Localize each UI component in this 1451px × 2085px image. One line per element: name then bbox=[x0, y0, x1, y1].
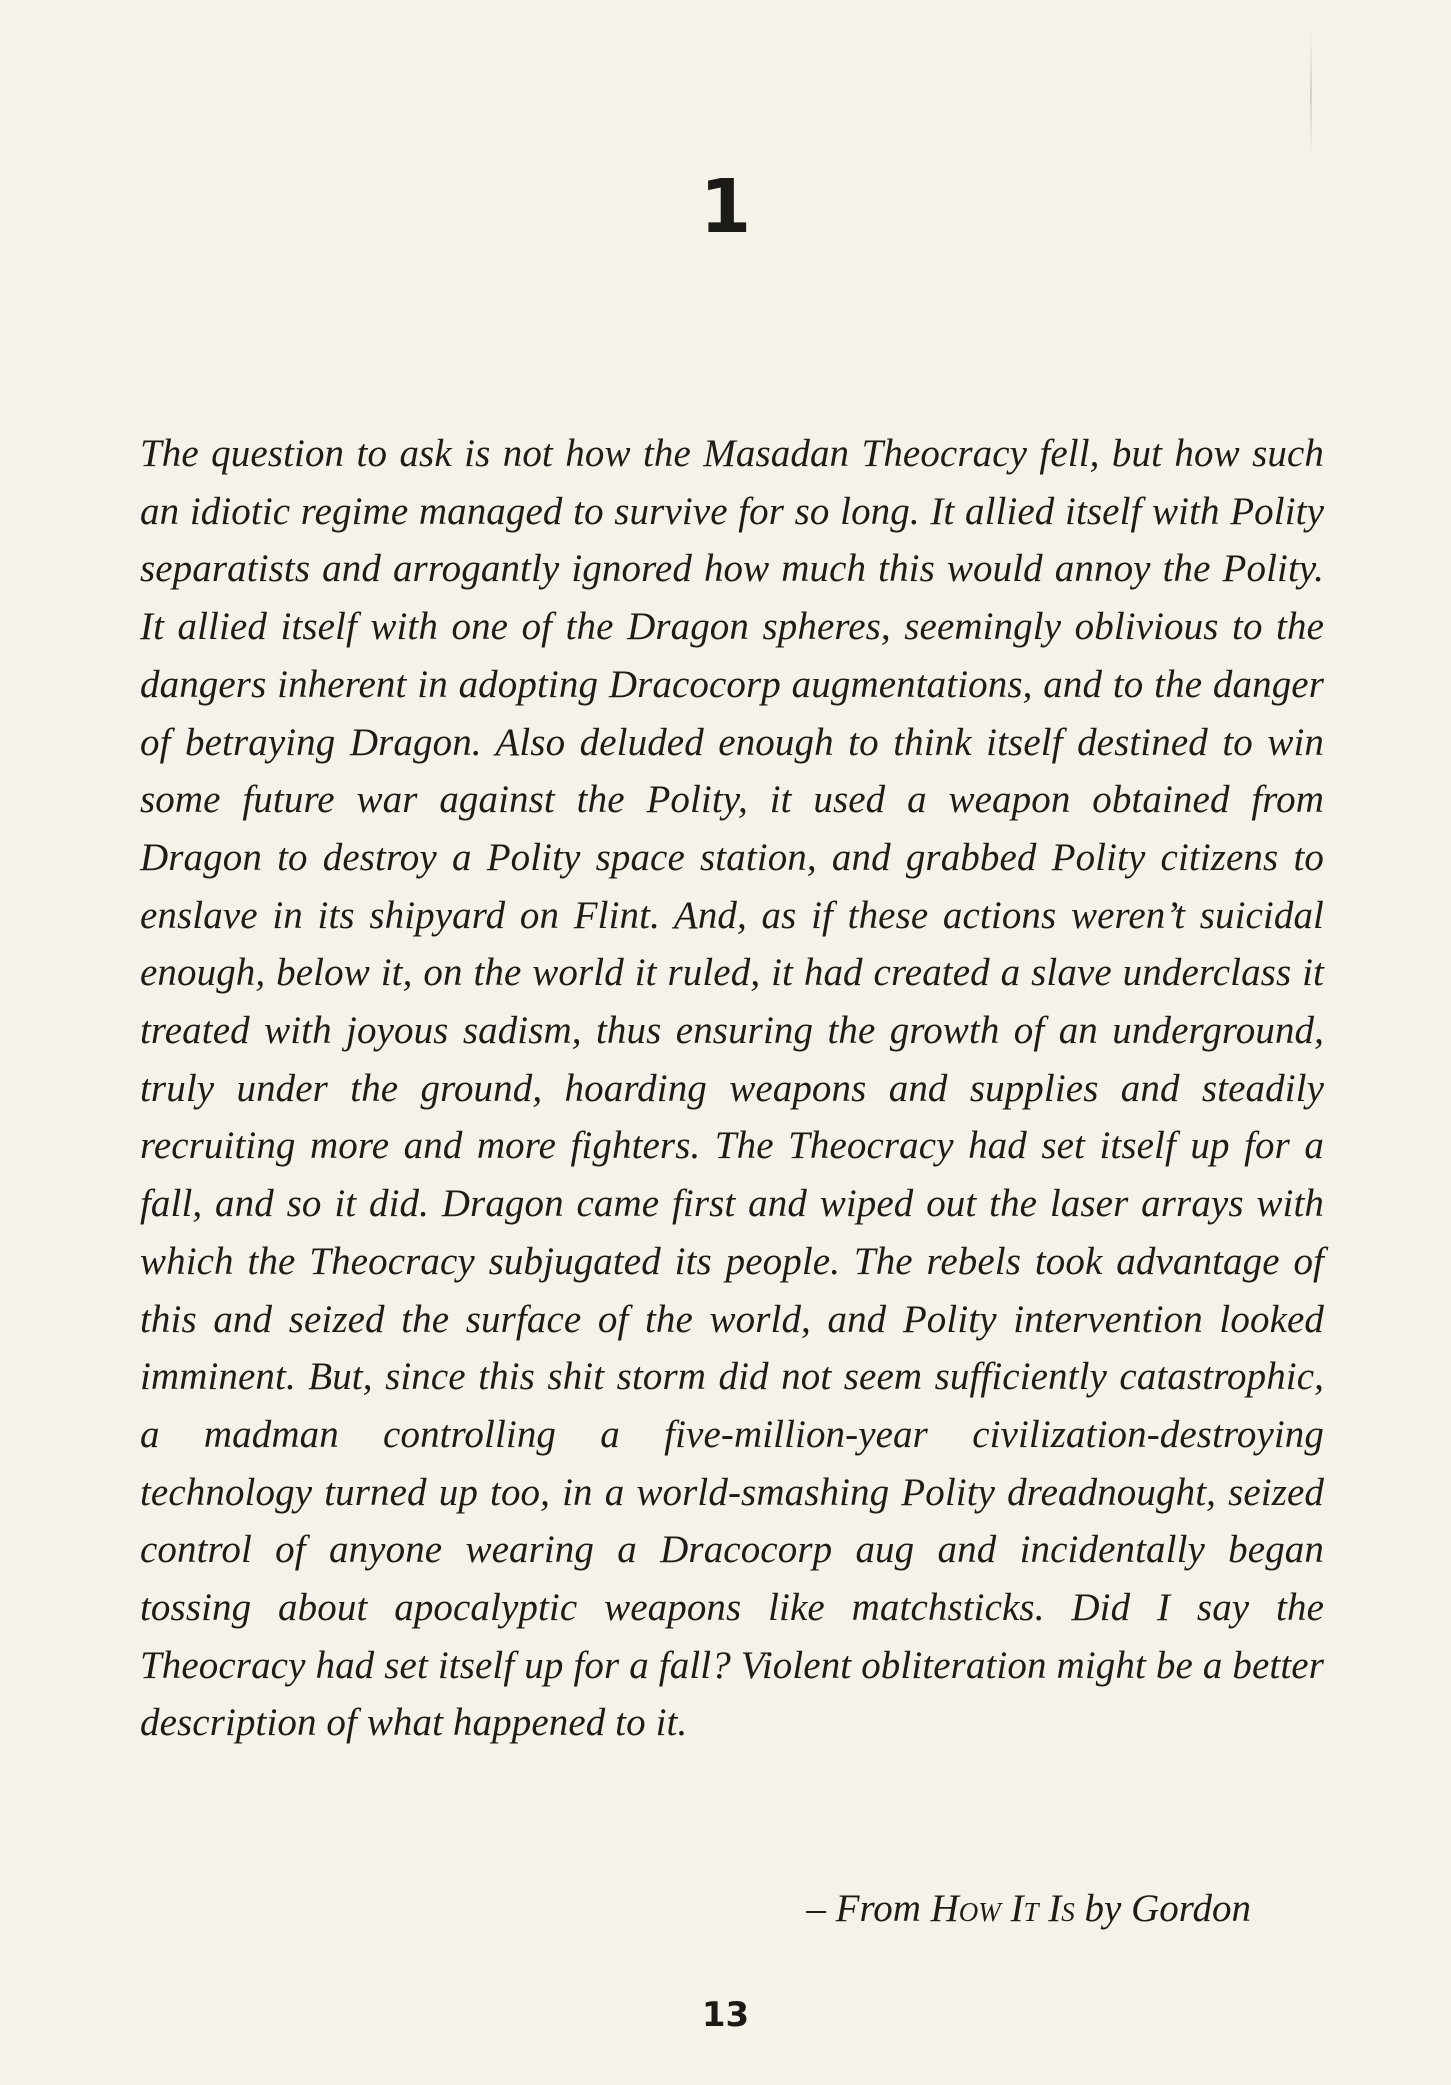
page-crease bbox=[1310, 30, 1312, 160]
page-number: 13 bbox=[701, 1995, 750, 2035]
epigraph-attribution bbox=[806, 1880, 1251, 1937]
epigraph-text: The question to ask is not how the Masadan Theocracy fell, but how such an idiotic regime managed to survive for so long. It allied itself with Polity separatists and arrogantly ignored how much this would annoy the Polity. It allied itself with one of the Dragon spheres, seemingly oblivious to the dangers inherent in adopting Dracocorp augmentations, and to the danger of betraying Dragon. Also deluded enough to think itself destined to win some future war against the Polity, it used a weapon obtained from Dragon to destroy a Polity space station, and grabbed Polity citizens to enslave in its shipyard on Flint. And, as if these actions weren’t suicidal enough, below it, on the world it ruled, it had created a slave underclass it treated with joyous sadism, thus ensuring the growth of an underground, truly under the ground, hoarding weapons and supplies and steadily recruiting more and more fighters. The Theocracy had set itself up for a fall, and so it did. Dragon came first and wiped out the laser arrays with which the Theocracy subjugated its people. The rebels took advantage of this and seized the surface of the world, and Polity intervention looked imminent. But, since this shit storm did not seem sufficiently catastrophic, a madman controlling a five-million-year civilization-destroying technology turned up too, in a world-smashing Polity dreadnought, seized control of anyone wearing a Dracocorp aug and incidentally began tossing about apocalyptic weapons like matchsticks. Did I say the Theocracy had set itself up for a fall? Violent obliteration might be a better description of what happened to it. bbox=[140, 432, 1324, 1745]
attribution-prefix: – From bbox=[806, 1887, 931, 1930]
chapter-number: 1 bbox=[699, 164, 752, 250]
attribution-suffix: by Gordon bbox=[1074, 1887, 1251, 1930]
attribution-book-title: How It Is bbox=[930, 1887, 1075, 1930]
